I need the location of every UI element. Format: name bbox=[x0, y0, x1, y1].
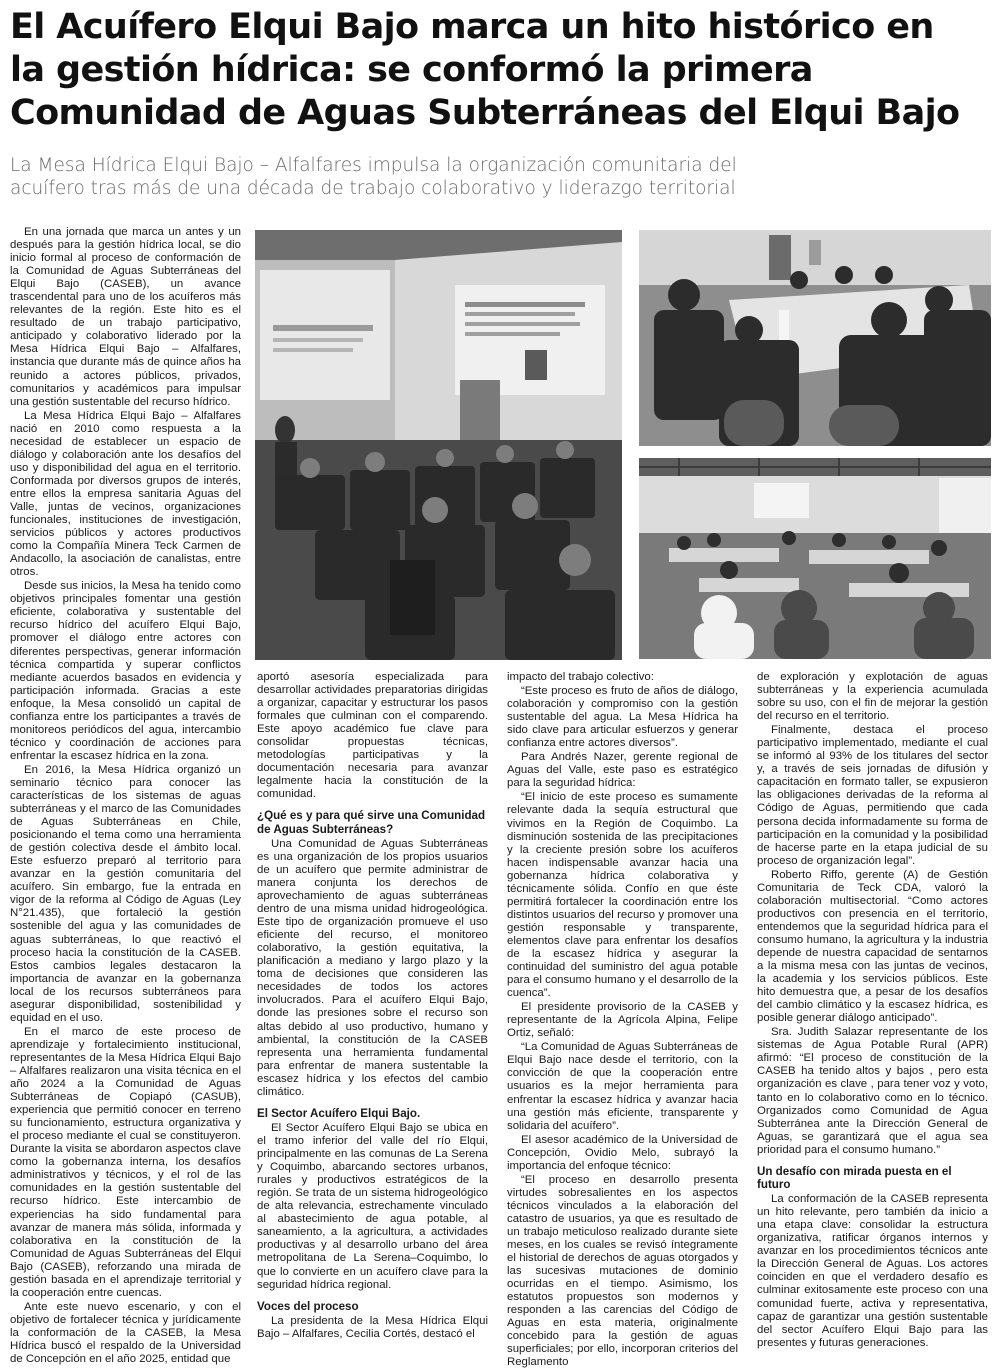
col4-paragraph-2: Finalmente, destaca el proceso participativo implementado, mediante el cual se informó al 93% de los titulares del sector y, a través de seis jornadas de difusión y capacitación en formato taller, se expusieron las obligaciones derivadas de la reforma al Código de Aguas, permitiendo que cada persona decida informadamente su forma de participación en la comunidad y la posibilidad de hacerse parte en la etapa judicial de su proceso de organización legal”. bbox=[757, 724, 988, 867]
col1-paragraph-5: En el marco de este proceso de aprendizaje y fortalecimiento institucional, representantes de la Mesa Hídrica Elqui Bajo – Alfalfares realizaron una visita técnica en el año 2024 a la Comunidad de Aguas Subterráneas de Copiapó (CASUB), experiencia que permitió conocer en terreno su funcionamiento, estructura organizativa y el proceso mediante el cual se constituyeron. Durante la visita se abordaron aspectos clave como la gobernanza interna, los desafíos administrativos y técnicos, y el rol de las comunidades en la gestión sustentable del recurso hídrico. Este intercambio de experiencias ha sido fundamental para avanzar de manera más sólida, informada y colaborativa en la constitución de la Comunidad de Aguas Subterráneas del Elqui Bajo (CASEB), reforzando una mirada de gestión basada en el aprendizaje territorial y la cooperación entre cuencas. bbox=[10, 1025, 241, 1299]
col3-paragraph-2: “Este proceso es fruto de años de diálogo, colaboración y compromiso con la gestión sustentable del agua. La Mesa Hídrica ha sido clave para articular esfuerzos y generar confianza entre actores diversos”. bbox=[507, 685, 738, 750]
col3-paragraph-1: impacto del trabajo colectivo: bbox=[507, 671, 654, 683]
article-column-2 bbox=[257, 671, 488, 1340]
col1-paragraph-4: En 2016, la Mesa Hídrica organizó un seminario técnico para conocer las características de los sistemas de aguas subterráneas y el marco de las Comunidades de Aguas Subterráneas en Chile, posicionando el tema como una herramienta de gestión colectiva desde el ámbito local. Este esfuerzo preparó al territorio para avanzar en la gestión comunitaria del acuífero. Sin embargo, fue la entrada en vigor de la reforma al Código de Aguas (Ley N°21.435), que fortaleció la gestión sostenible del agua y las comunidades de aguas subterráneas, lo que reactivó el proceso hacia la constitución de la CASEB. Estos cambios legales destacaron la importancia de avanzar en la gobernanza local de los recursos subterráneos para asegurar disponibilidad, sostenibilidad y equidad en el uso. bbox=[10, 763, 241, 1024]
col3-paragraph-6: “La Comunidad de Aguas Subterráneas de Elqui Bajo nace desde el territorio, con la convicción de que la cooperación entre usuarios es la mejor herramienta para enfrentar la escasez hídrica y avanzar hacia una gestión más eficiente, transparente y solidaria del acuífero”. bbox=[507, 1041, 738, 1132]
col2-paragraph-sector: El Sector Acuífero Elqui Bajo se ubica en el tramo inferior del valle del río Elqui, principalmente en las comunas de La Serena y Coquimbo, abarcando sectores urbanos, rurales y productivos estratégicos de la región. Se trata de un sistema hidrogeológico de alta relevancia, estrechamente vinculado al abastecimiento de agua potable, al saneamiento, a la agricultura, a actividades productivas y al desarrollo urbano del área metropolitana de La Serena–Coquimbo, lo que lo convierte en un acuífero clave para la seguridad hídrica regional. bbox=[257, 1122, 488, 1291]
subheadline-line-1: La Mesa Hídrica Elqui Bajo – Alfalfares impulsa la organización comunitaria del bbox=[10, 155, 737, 176]
section-heading-sector: El Sector Acuífero Elqui Bajo. bbox=[257, 1106, 421, 1120]
article-column-4 bbox=[757, 671, 988, 1349]
col2-paragraph-intro: aportó asesoría especializada para desarrollar actividades preparatorias dirigidas a organizar, capacitar y estructurar los pasos formales que culminan con el comparendo. Este apoyo académico fue clave para consolidar propuestas técnicas, metodologías participativas y la documentación necesaria para avanzar legalmente hacia la constitución de la comunidad. bbox=[257, 671, 488, 801]
col3-paragraph-7: El asesor académico de la Universidad de Concepción, Ovidio Melo, subrayó la importancia del enfoque técnico: bbox=[507, 1133, 738, 1172]
section-heading-voices: Voces del proceso bbox=[257, 1299, 359, 1313]
auditorium-photo-graphic bbox=[255, 230, 622, 660]
col2-paragraph-what-is: Una Comunidad de Aguas Subterráneas es una organización de los propios usuarios de un acuífero que permite administrar de manera conjunta los derechos de aprovechamiento de aguas subterráneas dentro de una misma unidad hidrogeológica. Este tipo de organización promueve el uso eficiente del recurso, el monitoreo colaborativo, la gestión equitativa, la planificación a mediano y largo plazo y la toma de decisiones que consideren las necesidades de todos los actores involucrados. Para el acuífero Elqui Bajo, donde las presiones sobre el recurso son altas debido al uso productivo, humano y ambiental, la constitución de la CASEB representa una herramienta fundamental para enfrentar de manera sustentable la escasez hídrica y los efectos del cambio climático. bbox=[257, 837, 488, 1098]
meeting-photo-icon bbox=[639, 230, 991, 446]
headline-line-2: la gestión hídrica: se conformó la primera bbox=[10, 50, 813, 90]
article-column-1 bbox=[10, 226, 241, 1366]
col4-paragraph-closing: La conformación de la CASEB representa un hito relevante, pero también da inicio a una etapa clave: consolidar la estructura organizativa, ratificar órganos internos y avanzar en los procedimientos técnicos ante la Dirección General de Aguas. Los actores coinciden en que el verdadero desafío es culminar exitosamente este proceso con una comunidad fuerte, activa y representativa, capaz de garantizar una gestión sustentable del sector Acuífero Elqui Bajo para las presentes y futuras generaciones. bbox=[757, 1193, 988, 1349]
col4-paragraph-1: de exploración y explotación de aguas subterráneas y la experiencia acumulada sobre su uso, con el fin de mejorar la gestión del recurso en el territorio. bbox=[757, 671, 988, 723]
col3-paragraph-5: El presidente provisorio de la CASEB y representante de la Agrícola Alpina, Felipe Ortiz, señaló: bbox=[507, 1001, 738, 1040]
col1-paragraph-1: En una jornada que marca un antes y un después para la gestión hídrica local, se dio inicio formal al proceso de conformación de la Comunidad de Aguas Subterráneas del Elqui Bajo (CASEB), un avance trascendental para uno de los acuíferos más relevantes de la región. Este hito es el resultado de un trabajo participativo, anticipado y colaborativo liderado por la Mesa Hídrica Elqui Bajo – Alfalfares, instancia que durante más de quince años ha reunido a actores públicos, privados, comunitarios y académicos para impulsar una gestión sustentable del recurso hídrico. bbox=[10, 226, 241, 408]
auditorium-photo-icon bbox=[255, 230, 622, 660]
col1-paragraph-2: La Mesa Hídrica Elqui Bajo – Alfalfares nació en 2010 como respuesta a la necesidad de establecer un espacio de diálogo y colaboración ante los desafíos del uso y disponibilidad del agua en el territorio. Conformada por diversos grupos de interés, entre ellos la empresa sanitaria Aguas del Valle, juntas de vecinos, organizaciones funcionales, instituciones de investigación, servicios públicos y actores productivos como la Compañía Minera Teck Carmen de Andacollo, la asociación de canalistas, entre otros. bbox=[10, 409, 241, 579]
subheadline-line-2: acuífero tras más de una década de trabajo colaborativo y liderazgo territorial bbox=[10, 178, 736, 199]
workshop-photo-graphic bbox=[639, 458, 991, 659]
headline-line-1: El Acuífero Elqui Bajo marca un hito histórico en bbox=[10, 7, 934, 47]
subheadline bbox=[10, 154, 770, 200]
meeting-photo-graphic bbox=[639, 230, 991, 446]
workshop-photo-icon bbox=[639, 458, 991, 659]
article-column-3 bbox=[507, 671, 738, 1369]
col3-paragraph-3: Para Andrés Nazer, gerente regional de Aguas del Valle, este paso es estratégico para la seguridad hídrica: bbox=[507, 751, 738, 790]
section-heading-what-is: ¿Qué es y para qué sirve una Comunidad de Aguas Subterráneas? bbox=[257, 809, 486, 836]
headline-line-3: Comunidad de Aguas Subterráneas del Elqui Bajo bbox=[10, 93, 960, 133]
col1-paragraph-3: Desde sus inicios, la Mesa ha tenido como objetivos principales fomentar una gestión eficiente, colaborativa y sustentable del recurso hídrico del acuífero Elqui Bajo, promover el diálogo entre actores con diferentes perspectivas, generar información técnica compartida y superar conflictos mediante acuerdos basados en evidencia y participación informada. Gracias a este enfoque, la Mesa consolidó un capital de confianza entre los participantes a través de monitoreos periódicos del agua, intercambio técnico y coordinación de acciones para enfrentar la escasez hídrica en la zona. bbox=[10, 580, 241, 762]
col1-paragraph-6: Ante este nuevo escenario, y con el objetivo de fortalecer técnica y jurídicamente la conformación de la CASEB, la Mesa Hídrica buscó el respaldo de la Universidad de Concepción en el año 2025, entidad que bbox=[10, 1300, 241, 1366]
section-heading-future: Un desafío con mirada puesta en el futuro bbox=[757, 1164, 952, 1191]
col4-paragraph-4: Sra. Judith Salazar representante de los sistemas de Agua Potable Rural (APR) afirmó: “El proceso de constitución de la CASEB ha tenido altos y bajos , pero esta organización es clave , para tener voz y voto, tanto en lo colaborativo como en lo técnico. Organizados como Comunidad de Agua Subterránea ante la Dirección General de Aguas, se garantizará que el agua sea prioridad para el consumo humano.” bbox=[757, 1026, 988, 1156]
col2-paragraph-voices: La presidenta de la Mesa Hídrica Elqui Bajo – Alfalfares, Cecilia Cortés, destacó el bbox=[257, 1314, 488, 1340]
col3-paragraph-8: “El proceso en desarrollo presenta virtudes sobresalientes en los aspectos técnicos vinculados a la elaboración del catastro de usuarios, ya que es resultado de un trabajo meticuloso realizado durante siete meses, en los cuales se revisó íntegramente el historial de derechos de aguas otorgados y las sucesivas mutaciones de dominio ocurridas en el tiempo. Asimismo, los estatutos propuestos son modernos y responden a las carencias del Código de Aguas en esta materia, originalmente concebido para la gestión de aguas superficiales; por ello, incorporan criterios del Reglamento bbox=[507, 1173, 738, 1369]
col3-paragraph-4: “El inicio de este proceso es sumamente relevante dada la sequía estructural que vivimos en la Región de Coquimbo. La disminución sostenida de las precipitaciones y la creciente presión sobre los acuíferos hacen indispensable avanzar hacia una gobernanza hídrica colaborativa y técnicamente sólida. Confío en que éste permitirá fortalecer la coordinación entre los distintos usuarios del recurso y promover una gestión responsable y transparente, elementos clave para enfrentar los desafíos de la escasez hídrica y asegurar la continuidad del suministro del agua potable para el consumo humano y el desarrollo de la cuenca”. bbox=[507, 791, 738, 1000]
col4-paragraph-3: Roberto Riffo, gerente (A) de Gestión Comunitaria de Teck CDA, valoró la colaboración multisectorial. “Como actores productivos con presencia en el territorio, entendemos que la seguridad hídrica para el consumo humano, la agricultura y la industria depende de nuestra capacidad de sentarnos a la misma mesa con las juntas de vecinos, la academia y los servicios públicos. Este hito demuestra que, a pesar de los desafíos del cambio climático y la escasez hídrica, es posible generar diálogo anticipado”. bbox=[757, 868, 988, 1025]
headline bbox=[10, 6, 990, 135]
